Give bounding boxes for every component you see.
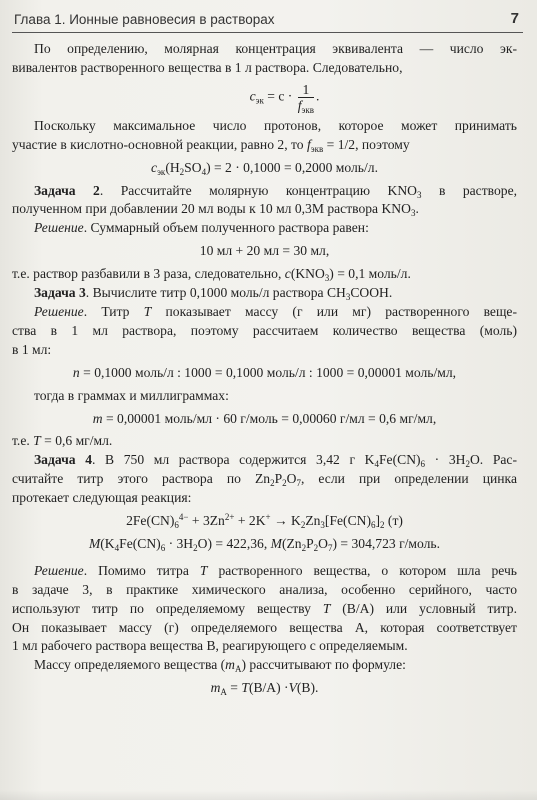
solution-4-line2: в задаче 3, в практике химического анализа, особенно серийного, часто [12,581,517,597]
solution-4-line4: Он показывает массу (г) определяемого вещества А, которая соответствует [12,619,517,635]
solution-3-line2: ства в 1 мл раствора, поэтому рассчитаем количество вещества (моль) [12,322,517,338]
titer-result: т.е. T = 0,6 мг/мл. [12,433,113,449]
task-4-line2: считайте титр этого раствора по $Zn_2P_2O_7$, если при определении цинка [12,471,517,489]
formula-equivalent-concentration: $c_{эк} = c$ · $\frac{1}{f_{экв}}$ . [249,81,320,115]
page-number: 7 [510,10,519,27]
solution-2: Решение. Суммарный объем полученного раствора равен: [34,220,369,236]
task-3: Задача 3. Вычислите титр 0,1000 моль/л раствора $CH_3COOH$. [34,285,393,303]
paragraph-definition-line2: вивалентов растворенного вещества в 1 л раствора. Следовательно, [12,59,403,75]
solution-3-line3: в 1 мл: [12,341,52,357]
solution-3-line1: Решение. Титр T показывает массу (г или мг) растворенного веще- [34,303,517,319]
reaction-equation: $2Fe(CN)_6^{4-} + 3Zn^{2+} + 2K^+ \to K_2Zn_3[Fe(CN)_6]_2$ (т) [126,512,403,531]
solution-4-line5: 1 мл рабочего раствора вещества В, реагирующего с определяемым. [12,638,408,654]
formula-mass-determined: $m_A = T(B/A) \cdot V(B)$. [210,680,319,698]
solution-4-line3: используют титр по определяемому веществу T (B/A) или условный титр. [12,600,517,616]
paragraph-protons-line2: участие в кислотно-основной реакции, равно 2, то $f_{экв} = 1/2$, поэтому [12,136,410,154]
running-header [12,10,523,33]
formula-volume-sum: 10 мл + 20 мл = 30 мл, [199,243,330,259]
paragraph-mass-formula: Массу определяемого вещества $(m_A)$ рассчитывают по формуле: [34,657,406,675]
page-body [12,40,517,698]
chapter-title: Глава 1. Ионные равновесия в растворах [14,12,275,27]
solution-4-line1: Решение. Помимо титра T растворенного вещества, о котором шла речь [34,562,518,578]
solution-2-result: т.е. раствор разбавили в 3 раза, следовательно, $c(KNO_3) = 0,1$ моль/л. [12,266,411,284]
paragraph-definition-line1: По определению, молярная концентрация эквивалента — число эк- [34,41,517,56]
task-4-line1: Задача 4. В 750 мл раствора содержится 3,42 г $K_4Fe(CN)_6 \cdot 3H_2O$. Рас- [34,452,517,470]
paragraph-protons-line1: Поскольку максимальное число протонов, которое может принимать [34,117,517,133]
fraction: $\frac{1}{f_{экв}}$ [297,81,314,115]
formula-h2so4: $c_{эк}(H_2SO_4) = 2 \cdot 0,1000 = 0,2000$ моль/л. [151,159,378,177]
formula-amount: n = 0,1000 моль/л : 1000 = 0,1000 моль/л : 1000 = 0,00001 моль/мл, [72,364,457,380]
task-2-line2: полученном при добавлении 20 мл воды к 10 мл 0,3М раствора $KNO_3$. [12,201,419,219]
molar-masses: $M(K_4Fe(CN)_6 \cdot 3H_2O) = 422,36$, $M(Zn_2P_2O_7) = 304,723$ г/моль. [88,535,441,553]
task-4-line3: протекает следующая реакция: [12,490,192,506]
task-2-line1: Задача 2. Рассчитайте молярную концентрацию $KNO_3$ в растворе, [34,182,518,200]
paragraph-grams: тогда в граммах и миллиграммах: [34,387,229,403]
page-edge-shadow [0,790,537,800]
formula-mass: m = 0,00001 моль/мл · 60 г/моль = 0,00060 г/мл = 0,6 мг/мл, [92,410,437,426]
